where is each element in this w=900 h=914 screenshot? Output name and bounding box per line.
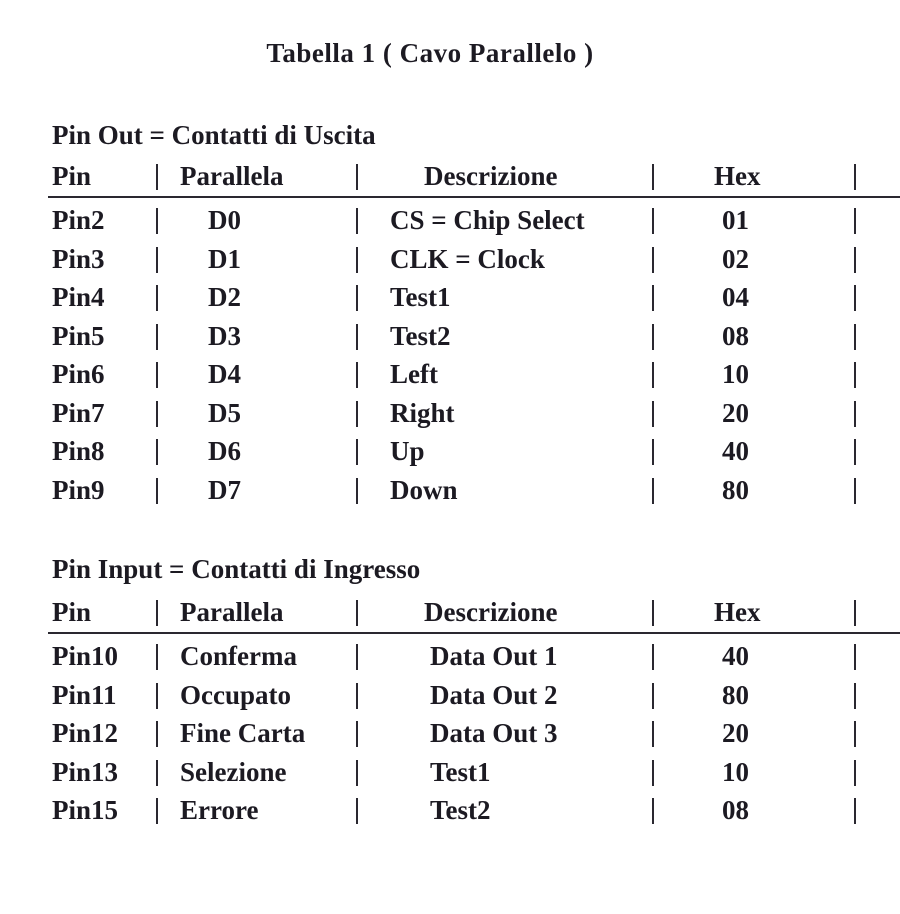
column-divider xyxy=(854,721,856,747)
header-rule xyxy=(48,632,900,634)
table-row xyxy=(0,395,900,431)
table-row xyxy=(0,677,900,713)
column-divider xyxy=(356,760,358,786)
column-divider xyxy=(156,798,158,824)
column-divider xyxy=(356,798,358,824)
input-section-heading: Pin Input = Contatti di Ingresso xyxy=(52,554,421,584)
pin-cell: Pin2 xyxy=(52,205,105,235)
column-divider xyxy=(652,401,654,427)
column-divider xyxy=(356,164,358,190)
column-divider xyxy=(854,439,856,465)
parallela-cell: Conferma xyxy=(180,641,297,671)
descrizione-cell: Data Out 3 xyxy=(430,718,558,748)
descrizione-cell: Test1 xyxy=(430,756,491,787)
column-divider xyxy=(356,362,358,388)
column-divider xyxy=(652,760,654,786)
parallela-cell: D2 xyxy=(208,282,241,312)
column-divider xyxy=(652,798,654,824)
column-divider xyxy=(156,401,158,427)
descrizione-cell: Left xyxy=(390,359,438,389)
column-header-descrizione: Descrizione xyxy=(424,161,558,191)
descrizione-cell: Data Out 1 xyxy=(430,641,558,671)
column-divider xyxy=(156,721,158,747)
descrizione-cell: Data Out 2 xyxy=(430,679,558,710)
column-divider xyxy=(156,164,158,190)
column-divider xyxy=(356,683,358,709)
hex-cell: 02 xyxy=(722,243,749,274)
hex-cell: 04 xyxy=(722,282,749,312)
column-divider xyxy=(854,362,856,388)
pin-cell: Pin8 xyxy=(52,436,105,466)
column-divider xyxy=(356,208,358,234)
hex-cell: 80 xyxy=(722,679,749,710)
descrizione-cell: Test2 xyxy=(430,795,491,825)
table-row xyxy=(0,715,900,751)
column-divider xyxy=(356,247,358,273)
hex-cell: 08 xyxy=(722,795,749,825)
column-divider xyxy=(156,760,158,786)
column-header-pin: Pin xyxy=(52,161,92,191)
table-row xyxy=(0,638,900,674)
parallela-cell: D0 xyxy=(208,205,241,235)
descrizione-cell: CLK = Clock xyxy=(390,243,545,274)
hex-cell: 08 xyxy=(722,320,749,351)
parallela-cell: D4 xyxy=(208,359,241,389)
column-divider xyxy=(854,324,856,350)
parallela-cell: D1 xyxy=(208,243,241,274)
hex-cell: 80 xyxy=(722,474,749,505)
column-divider xyxy=(356,600,358,626)
column-divider xyxy=(652,721,654,747)
column-divider xyxy=(652,644,654,670)
pin-cell: Pin3 xyxy=(52,243,105,274)
column-divider xyxy=(652,683,654,709)
parallela-cell: D5 xyxy=(208,397,241,428)
table-row xyxy=(0,754,900,790)
header-rule xyxy=(48,196,900,198)
column-divider xyxy=(356,401,358,427)
table-row xyxy=(0,792,900,828)
column-divider xyxy=(356,439,358,465)
output-section-heading: Pin Out = Contatti di Uscita xyxy=(52,120,376,150)
column-divider xyxy=(854,285,856,311)
descrizione-cell: CS = Chip Select xyxy=(390,205,585,235)
descrizione-cell: Right xyxy=(390,397,455,428)
hex-cell: 10 xyxy=(722,756,749,787)
column-divider xyxy=(854,478,856,504)
column-divider xyxy=(356,644,358,670)
column-header-parallela: Parallela xyxy=(180,161,284,191)
column-divider xyxy=(156,208,158,234)
column-divider xyxy=(652,247,654,273)
column-divider xyxy=(156,600,158,626)
column-divider xyxy=(156,439,158,465)
pin-cell: Pin10 xyxy=(52,641,119,671)
column-header-hex: Hex xyxy=(714,161,761,191)
parallela-cell: D7 xyxy=(208,474,241,505)
column-header-pin: Pin xyxy=(52,597,92,627)
column-header-parallela: Parallela xyxy=(180,597,284,627)
parallela-cell: D6 xyxy=(208,436,241,466)
column-divider xyxy=(652,600,654,626)
column-divider xyxy=(156,644,158,670)
column-header-descrizione: Descrizione xyxy=(424,597,558,627)
column-divider xyxy=(156,683,158,709)
column-divider xyxy=(854,798,856,824)
table-row xyxy=(0,356,900,392)
hex-cell: 20 xyxy=(722,718,749,748)
hex-cell: 40 xyxy=(722,436,749,466)
parallela-cell: Fine Carta xyxy=(180,718,306,748)
column-divider xyxy=(854,644,856,670)
column-divider xyxy=(356,324,358,350)
column-divider xyxy=(652,164,654,190)
column-divider xyxy=(652,324,654,350)
table-row xyxy=(0,241,900,277)
page-title: Tabella 1 ( Cavo Parallelo ) xyxy=(266,38,594,68)
column-divider xyxy=(652,285,654,311)
table-row xyxy=(0,318,900,354)
column-divider xyxy=(854,760,856,786)
column-divider xyxy=(156,478,158,504)
descrizione-cell: Up xyxy=(390,436,425,466)
pin-cell: Pin6 xyxy=(52,359,105,389)
pin-cell: Pin5 xyxy=(52,320,105,351)
column-divider xyxy=(156,324,158,350)
column-divider xyxy=(854,401,856,427)
column-divider xyxy=(652,362,654,388)
column-divider xyxy=(356,721,358,747)
pin-cell: Pin7 xyxy=(52,397,105,428)
descrizione-cell: Test1 xyxy=(390,282,451,312)
pin-cell: Pin13 xyxy=(52,756,119,787)
column-divider xyxy=(652,439,654,465)
table-row xyxy=(0,472,900,508)
hex-cell: 20 xyxy=(722,397,749,428)
column-divider xyxy=(156,285,158,311)
column-divider xyxy=(854,164,856,190)
parallela-cell: Selezione xyxy=(180,756,287,787)
pin-cell: Pin11 xyxy=(52,679,117,710)
column-divider xyxy=(854,683,856,709)
pin-cell: Pin9 xyxy=(52,474,105,505)
pin-cell: Pin4 xyxy=(52,282,105,312)
column-divider xyxy=(156,362,158,388)
parallela-cell: Errore xyxy=(180,795,259,825)
column-divider xyxy=(356,285,358,311)
column-divider xyxy=(854,247,856,273)
parallela-cell: D3 xyxy=(208,320,241,351)
hex-cell: 40 xyxy=(722,641,749,671)
descrizione-cell: Down xyxy=(390,474,458,505)
table-row xyxy=(0,279,900,315)
input-table-header xyxy=(0,594,900,630)
output-table-header xyxy=(0,158,900,194)
pin-cell: Pin15 xyxy=(52,795,119,825)
hex-cell: 10 xyxy=(722,359,749,389)
hex-cell: 01 xyxy=(722,205,749,235)
parallela-cell: Occupato xyxy=(180,679,291,710)
descrizione-cell: Test2 xyxy=(390,320,451,351)
table-row xyxy=(0,433,900,469)
column-divider xyxy=(652,208,654,234)
column-divider xyxy=(156,247,158,273)
column-divider xyxy=(854,600,856,626)
column-header-hex: Hex xyxy=(714,597,761,627)
column-divider xyxy=(652,478,654,504)
table-row xyxy=(0,202,900,238)
column-divider xyxy=(854,208,856,234)
pin-cell: Pin12 xyxy=(52,718,119,748)
column-divider xyxy=(356,478,358,504)
